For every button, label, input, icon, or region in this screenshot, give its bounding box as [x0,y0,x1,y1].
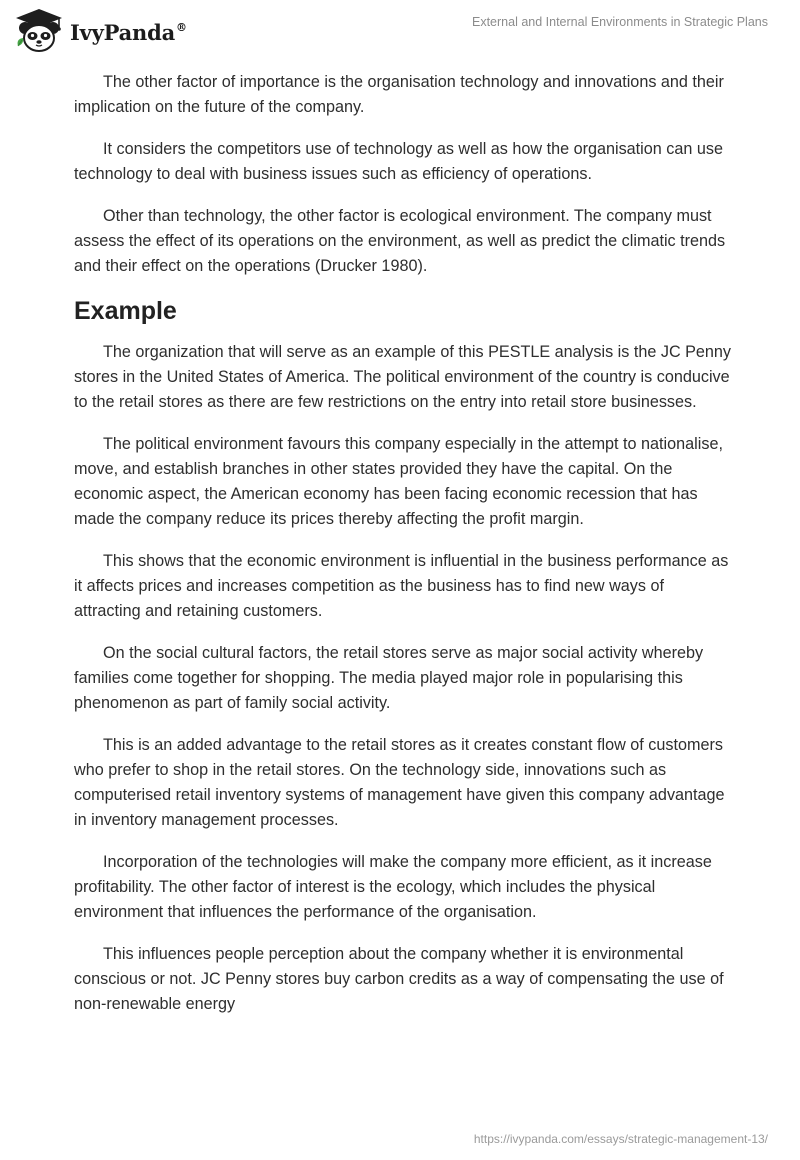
paragraph: Incorporation of the technologies will make the company more efficient, as it increase profitability. The other factor of interest is the ecology, which includes the physical environment that influences the performance of the organisation. [74,853,712,921]
registered-mark: ® [176,20,187,34]
paragraph: Other than technology, the other factor is ecological environment. The company must assess the effect of its operations on the environment, as well as predict the climatic trends and their effect on the operations (Drucker 1980). [74,207,726,275]
source-url-link[interactable]: https://ivypanda.com/essays/strategic-management-13/ [473,1132,768,1146]
section-heading: Example [74,297,177,325]
page-header [0,0,800,64]
document-title: External and Internal Environments in Strategic Plans [472,15,768,29]
logo-wordmark [70,20,187,45]
essay-content [74,70,734,1034]
paragraph: This influences people perception about the company whether it is environmental conscious or not. JC Penny stores buy carbon credits as a way of compensating the use of non-renewable energy [74,945,724,1013]
paragraph: On the social cultural factors, the retail stores serve as major social activity whereby families come together for shopping. The media played major role in popularising this phenomenon as part of family social activity. [74,644,704,712]
logo-text: IvyPanda [70,19,176,45]
paragraph: The other factor of importance is the organisation technology and innovations and their implication on the future of the company. [74,73,724,116]
ivypanda-logo[interactable] [14,6,187,56]
paragraph: It considers the competitors use of technology as well as how the organisation can use technology to deal with business issues such as efficiency of operations. [74,140,723,183]
paragraph: The organization that will serve as an example of this PESTLE analysis is the JC Penny stores in the United States of America. The political environment of the country is conducive to the retail stores as there are few restrictions on the entry into retail store businesses. [74,343,732,411]
paragraph: This is an added advantage to the retail stores as it creates constant flow of customers who prefer to shop in the retail stores. On the technology side, innovations such as computerised retail inventory systems of management have given this company advantage in inventory management processes. [74,736,725,829]
paragraph: The political environment favours this company especially in the attempt to nationalise, move, and establish branches in other states provided they have the capital. On the economic aspect, the American economy has been facing economic recession that has made the company reduce its prices thereby affecting the profit margin. [74,435,723,528]
panda-graduate-icon [14,6,64,56]
paragraph: This shows that the economic environment is influential in the business performance as it affects prices and increases competition as the business has to find new ways of attracting and retaining customers. [74,552,729,620]
